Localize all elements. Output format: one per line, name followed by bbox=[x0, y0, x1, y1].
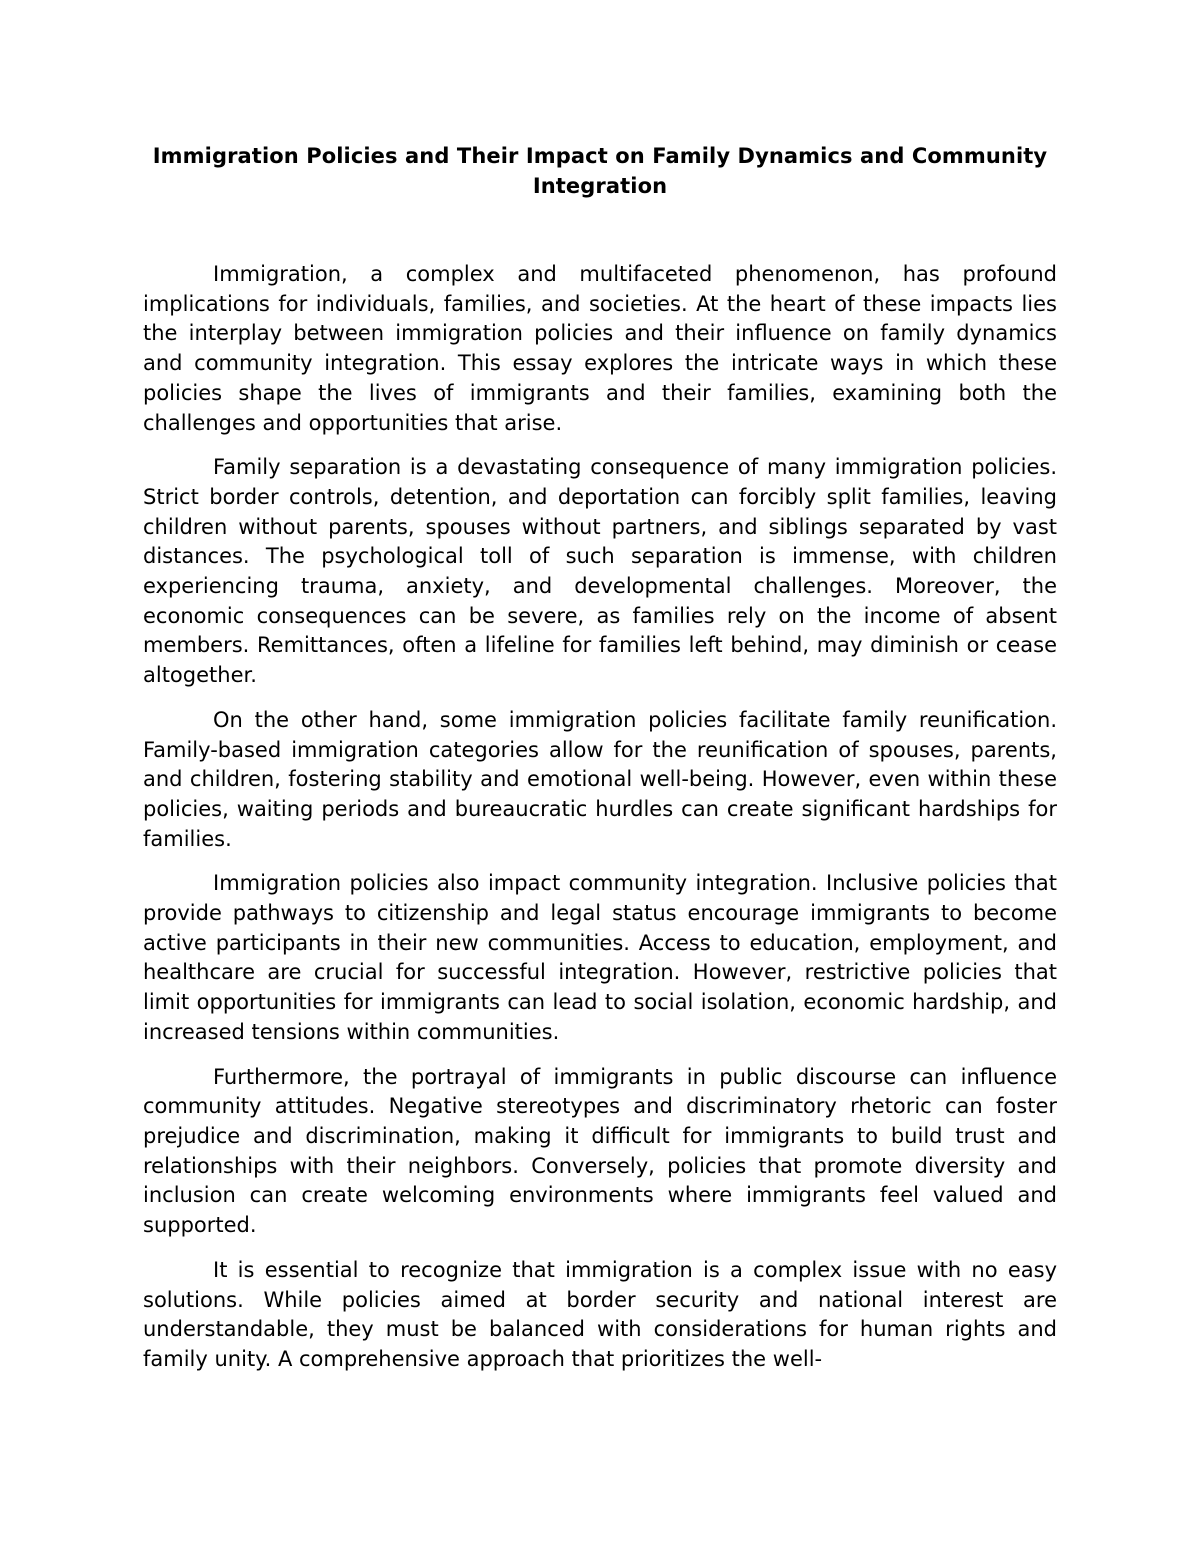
paragraph-public-discourse: Furthermore, the portrayal of immigrants in public discourse can influence community attitudes. Negative stereotypes and discriminatory rhetoric can foster prejudice and discrimination, making it difficult for immigrants to build trust and relationships with their neighbors. Conversely, policies that promote diversity and inclusion can create welcoming environments where immigrants feel valued and supported. bbox=[143, 1064, 1057, 1238]
paragraph-complex-issue: It is essential to recognize that immigration is a complex issue with no easy solutions. While policies aimed at border security and national interest are understandable, they must be balanced with considerations for human rights and family unity. A comprehensive approach that prioritizes the well- bbox=[143, 1257, 1057, 1371]
paragraph-intro: Immigration, a complex and multifaceted phenomenon, has profound implications for individuals, families, and societies. At the heart of these impacts lies the interplay between immigration policies and their influence on family dynamics and community integration. This essay explores the intricate ways in which these policies shape the lives of immigrants and their families, examining both the challenges and opportunities that arise. bbox=[143, 262, 1057, 435]
paragraph-family-separation: Family separation is a devastating consequence of many immigration policies. Strict border controls, detention, and deportation can forcibly split families, leaving children without parents, spouses without partners, and siblings separated by vast distances. The psychological toll of such separation is immense, with children experiencing trauma, anxiety, and developmental challenges. Moreover, the economic consequences can be severe, as families rely on the income of absent members. Remittances, often a lifeline for families left behind, may diminish or cease altogether. bbox=[143, 455, 1057, 688]
paragraph-community-integration: Immigration policies also impact community integration. Inclusive policies that provide pathways to citizenship and legal status encourage immigrants to become active participants in their new communities. Access to education, employment, and healthcare are crucial for successful integration. However, restrictive policies that limit opportunities for immigrants can lead to social isolation, economic hardship, and increased tensions within communities. bbox=[143, 871, 1057, 1044]
document-title: Immigration Policies and Their Impact on Family Dynamics and Community Integration bbox=[152, 144, 1048, 198]
document-body bbox=[143, 260, 1057, 1390]
paragraph-family-reunification: On the other hand, some immigration policies facilitate family reunification. Family-based immigration categories allow for the reunification of spouses, parents, and children, fostering stability and emotional well-being. However, even within these policies, waiting periods and bureaucratic hurdles can create significant hardships for families. bbox=[143, 707, 1057, 851]
